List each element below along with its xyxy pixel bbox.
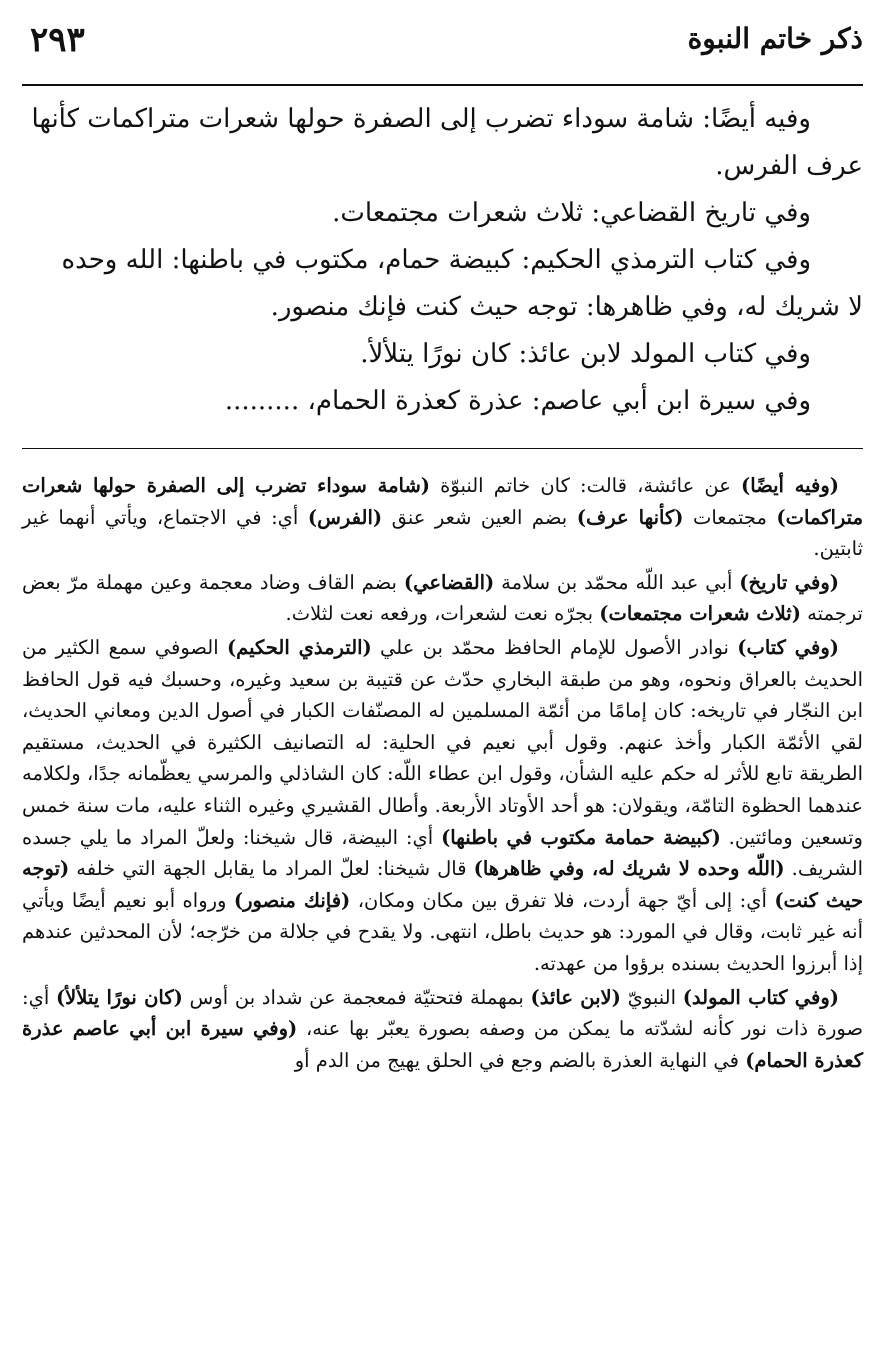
commentary-paragraph [22, 982, 863, 1077]
lemma-text: (ثلاث شعرات مجتمعات) [599, 602, 801, 626]
gloss-text: قال شيخنا: لعلّ المراد ما يقابل الجهة التي خلفه [69, 857, 474, 881]
lemma-text: (الفرس) [307, 505, 383, 529]
gloss-text: النبويّ [620, 985, 683, 1009]
gloss-text: مجتمعات [683, 505, 777, 529]
main-text [22, 96, 863, 425]
lemma-text: (وفيه أيضًا) [741, 474, 840, 497]
gloss-text: الصوفي سمع الكثير من الحديث بالعراق ونحوه، وهو من طبقة البخاري حدّث عن قتيبة بن سعيد وغيره، وحسبك فيه قول الحافظ ابن النجّار في تاريخه: كان إمامًا من أئمّة المسلمين له المصنّفات الكبار في أصول الدين ومعاني الحديث، لقي الأئمّة الكبار وأخذ عنهم. وقول أبي نعيم في الحلية: له التصانيف الكثيرة في الحديث، مستقيم الطريقة تابع للأثر له حكم عليه الشأن، وقول ابن عطاء اللّه: كان الشاذلي والمرسي يعظّمانه جدًا، ولكلامه عندهما الحظوة التامّة، ويقولان: هو أحد الأوتاد الأربعة. وأطال القشيري وغيره الثناء عليه، مات سنة خمس وتسعين ومائتين. [22, 635, 863, 849]
gloss-text: أي: البيضة، قال شيخنا: ولعلّ المراد ما يلي جسده الشريف. [22, 825, 863, 881]
main-line: وفي تاريخ القضاعي: ثلاث شعرات مجتمعات. [332, 198, 811, 228]
gloss-text: عن عائشة، قالت: كان خاتم النبوّة [430, 474, 742, 497]
gloss-text: أي: صورة ذات نور كأنه لشدّته ما يمكن من وصفه بصورة يعبّر بها عنه، [22, 985, 864, 1041]
gloss-text: أي: إلى أيّ جهة أردت، فلا تفرق بين مكان ومكان، [350, 888, 775, 912]
main-line: عرف الفرس. [715, 151, 863, 181]
gloss-text: أي: في الاجتماع، ويأتي أنهما غير ثابتين. [22, 505, 863, 561]
commentary-separator [22, 448, 863, 449]
lemma-text: (كان نورًا يتلألأ) [55, 985, 183, 1009]
main-line: وفي كتاب المولد لابن عائذ: كان نورًا يتلألأ. [360, 339, 811, 369]
gloss-text: في النهاية العذرة بالضم وجع في الحلق يهيج من الدم أو [294, 1048, 746, 1072]
main-line: وفيه أيضًا: شامة سوداء تضرب إلى الصفرة حولها شعرات متراكمات كأنها [31, 104, 811, 134]
lemma-text: (وفي كتاب المولد) [682, 985, 840, 1009]
lemma-text: (وفي تاريخ) [739, 570, 839, 594]
main-line: وفي سيرة ابن أبي عاصم: عذرة كعذرة الحمام، ......... [224, 386, 811, 416]
lemma-text: (لابن عائذ) [530, 985, 621, 1009]
lemma-text: (فإنك منصور) [233, 888, 351, 912]
header-rule [22, 84, 863, 86]
commentary-paragraph [22, 567, 863, 630]
gloss-text: أبي عبد اللّه محمّد بن سلامة [494, 570, 740, 594]
lemma-text: (كبيضة حمامة مكتوب في باطنها) [441, 825, 721, 849]
lemma-text: (كأنها عرف) [576, 505, 684, 529]
lemma-text: (وفي سيرة ابن أبي عاصم عذرة كعذرة الحمام) [22, 1017, 863, 1072]
gloss-text: بضم العين شعر عنق [382, 505, 577, 529]
lemma-text: (توجه حيث كنت) [22, 857, 863, 912]
gloss-text: بجرّه نعت لشعرات، ورفعه نعت لثلاث. [285, 602, 600, 626]
gloss-text: نوادر الأصول للإمام الحافظ محمّد بن علي [371, 635, 738, 659]
lemma-text: (وفي كتاب) [737, 635, 840, 659]
lemma-text: (شامة سوداء تضرب إلى الصفرة حولها شعرات متراكمات) [22, 474, 864, 529]
main-line: لا شريك له، وفي ظاهرها: توجه حيث كنت فإنك منصور. [270, 292, 863, 322]
page-number: ٢٩٣ [30, 20, 85, 60]
gloss-text: بمهملة فتحتيّة فمعجمة عن شداد بن أوس [182, 985, 531, 1009]
lemma-text: (اللّه وحده لا شريك له، وفي ظاهرها) [473, 857, 785, 881]
gloss-text: بضم القاف وضاد معجمة وعين مهملة مرّ بعض ترجمته [22, 570, 863, 626]
running-title: ذكر خاتم النبوة [687, 22, 863, 55]
commentary-paragraph [22, 632, 863, 980]
lemma-text: (القضاعي) [403, 570, 495, 594]
commentary [22, 470, 863, 1078]
gloss-text: ورواه أبو نعيم أيضًا ويأتي أنه غير ثابت، وقال في المورد: هو حديث باطل، انتهى. ولا يقدح في جلالة من خرّجه؛ لأن المحدثين عندهم إذا أبرزوا الحديث بسنده برؤوا من عهدته. [22, 888, 863, 975]
lemma-text: (الترمذي الحكيم) [226, 635, 372, 659]
commentary-paragraph [22, 470, 863, 565]
page-header [22, 18, 863, 66]
main-line: وفي كتاب الترمذي الحكيم: كبيضة حمام، مكتوب في باطنها: الله وحده [61, 245, 811, 275]
